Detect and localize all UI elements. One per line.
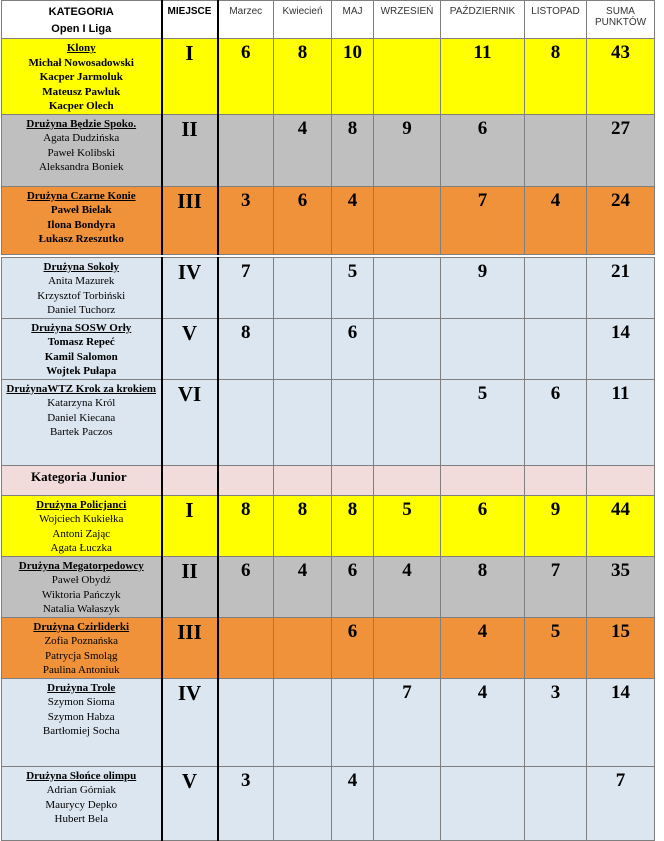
score-cell [374, 257, 441, 318]
team-row [2, 39, 655, 115]
team-name: Drużyna Czarne Konie [26, 189, 136, 202]
results-table [1, 0, 655, 841]
sum-label-line1: SUMA [606, 6, 635, 17]
score-cell: 8 [274, 39, 332, 115]
score-cell [374, 379, 441, 465]
team-member: Agata Dudzińska [43, 132, 120, 144]
score-cell [332, 379, 374, 465]
team-name: Drużyna Policjanci [36, 498, 127, 511]
place-cell: IV [162, 257, 218, 318]
place-cell: III [162, 617, 218, 678]
score-cell: 6 [332, 556, 374, 617]
team-member: Ilona Bondyra [47, 218, 116, 231]
score-cell [374, 318, 441, 379]
score-cell [374, 766, 441, 840]
team-member: Szymon Habza [47, 710, 115, 723]
sum-cell: 15 [587, 617, 655, 678]
empty-cell [441, 465, 525, 495]
score-cell: 5 [374, 495, 441, 556]
place-cell: I [162, 39, 218, 115]
place-cell: VI [162, 379, 218, 465]
score-cell: 9 [441, 257, 525, 318]
place-cell: V [162, 766, 218, 840]
month-header: Marzec [218, 1, 274, 39]
team-row [2, 257, 655, 318]
score-cell: 4 [332, 186, 374, 254]
team-member: Anita Mazurek [48, 275, 115, 287]
team-row [2, 495, 655, 556]
team-member: Paweł Obydź [51, 574, 111, 586]
place-cell: III [162, 186, 218, 254]
score-cell: 7 [441, 186, 525, 254]
team-name: Drużyna Słońce olimpu [26, 769, 137, 782]
team-member: Adrian Górniak [46, 784, 116, 796]
team-member: Daniel Tuchorz [47, 304, 116, 316]
score-cell: 8 [274, 495, 332, 556]
team-member: Kamil Salomon [44, 350, 118, 363]
score-cell: 4 [374, 556, 441, 617]
sum-cell: 43 [587, 39, 655, 115]
score-cell [374, 39, 441, 115]
team-cell [2, 318, 162, 379]
team-member: Wojtek Pułapa [46, 365, 117, 377]
team-member: Antoni Zając [52, 527, 111, 540]
sum-cell: 14 [587, 318, 655, 379]
score-cell: 6 [441, 114, 525, 186]
score-cell: 8 [525, 39, 587, 115]
place-cell: II [162, 556, 218, 617]
team-cell [2, 39, 162, 115]
place-cell: IV [162, 678, 218, 766]
team-cell [2, 766, 162, 840]
score-cell [274, 379, 332, 465]
score-cell: 4 [525, 186, 587, 254]
score-cell [525, 114, 587, 186]
score-cell [218, 617, 274, 678]
team-member: Wojciech Kukiełka [39, 513, 124, 525]
score-cell [374, 617, 441, 678]
empty-cell [525, 465, 587, 495]
sum-cell: 44 [587, 495, 655, 556]
empty-cell [374, 465, 441, 495]
team-name: Drużyna Megatorpedowcy [18, 559, 144, 572]
score-cell: 9 [374, 114, 441, 186]
score-cell [218, 678, 274, 766]
month-header: WRZESIEŃ [374, 1, 441, 39]
junior-category-title: Kategoria Junior [2, 465, 162, 495]
score-cell: 6 [441, 495, 525, 556]
team-member: Katarzyna Król [47, 397, 116, 409]
team-cell [2, 678, 162, 766]
team-member: Tomasz Repeć [47, 336, 115, 348]
sum-cell: 35 [587, 556, 655, 617]
team-member: Zofia Poznańska [44, 635, 119, 647]
place-cell [162, 465, 218, 495]
score-cell [525, 766, 587, 840]
junior-category-row [2, 465, 655, 495]
category-header [2, 1, 162, 39]
score-cell: 6 [525, 379, 587, 465]
empty-cell [218, 465, 274, 495]
team-name: Drużyna SOSW Orły [31, 321, 132, 334]
team-row [2, 678, 655, 766]
place-cell: I [162, 495, 218, 556]
sum-header [587, 1, 655, 39]
score-cell: 8 [218, 495, 274, 556]
team-member: Hubert Bela [54, 813, 108, 825]
month-header: MAJ [332, 1, 374, 39]
team-member: Daniel Kiecana [47, 411, 116, 424]
team-name: Drużyna Sokoły [43, 260, 119, 273]
score-cell: 5 [525, 617, 587, 678]
team-member: Paulina Antoniuk [42, 664, 120, 676]
score-cell: 6 [332, 617, 374, 678]
subcategory-label: Open I Liga [51, 23, 112, 35]
score-cell: 6 [218, 556, 274, 617]
team-row [2, 318, 655, 379]
score-cell [274, 318, 332, 379]
team-member: Bartłomiej Socha [42, 725, 120, 737]
empty-cell [587, 465, 655, 495]
place-header: MIEJSCE [162, 1, 218, 39]
score-cell [274, 617, 332, 678]
team-member: Kacper Olech [48, 100, 114, 112]
team-member: Łukasz Rzeszutko [38, 233, 124, 245]
team-name: Drużyna Trole [47, 681, 116, 694]
score-cell: 6 [218, 39, 274, 115]
score-cell: 7 [525, 556, 587, 617]
team-member: Szymon Sioma [47, 696, 115, 708]
team-cell [2, 495, 162, 556]
score-cell: 4 [274, 556, 332, 617]
team-name: DrużynaWTZ Krok za krokiem [6, 382, 157, 395]
team-row [2, 617, 655, 678]
team-row [2, 114, 655, 186]
score-cell [441, 318, 525, 379]
sum-cell: 24 [587, 186, 655, 254]
score-cell [274, 257, 332, 318]
score-cell [332, 678, 374, 766]
score-cell [441, 766, 525, 840]
sum-cell: 21 [587, 257, 655, 318]
score-cell: 4 [441, 678, 525, 766]
month-header: LISTOPAD [525, 1, 587, 39]
score-cell [274, 766, 332, 840]
month-header: Kwiecień [274, 1, 332, 39]
team-member: Wiktoria Pańczyk [41, 588, 121, 601]
team-row [2, 766, 655, 840]
team-cell [2, 257, 162, 318]
score-cell: 7 [218, 257, 274, 318]
score-cell: 3 [218, 186, 274, 254]
sum-cell: 14 [587, 678, 655, 766]
score-cell [274, 678, 332, 766]
score-cell [525, 318, 587, 379]
sum-cell: 27 [587, 114, 655, 186]
score-cell: 11 [441, 39, 525, 115]
team-member: Mateusz Pawluk [42, 85, 121, 98]
score-cell: 8 [218, 318, 274, 379]
sum-cell: 7 [587, 766, 655, 840]
score-cell: 10 [332, 39, 374, 115]
sum-cell: 11 [587, 379, 655, 465]
team-member: Agata Łuczka [50, 542, 112, 554]
team-row [2, 556, 655, 617]
team-member: Maurycy Depko [45, 798, 118, 811]
score-cell: 3 [525, 678, 587, 766]
team-name: Drużyna Czirliderki [33, 620, 130, 633]
team-member: Bartek Paczos [49, 426, 113, 438]
sum-label-line2: PUNKTÓW [594, 17, 647, 28]
team-member: Paweł Bielak [50, 204, 112, 216]
score-cell: 8 [332, 114, 374, 186]
team-name: Drużyna Będzie Spoko. [26, 117, 137, 130]
team-row [2, 186, 655, 254]
month-header: PAŹDZIERNIK [441, 1, 525, 39]
team-member: Patrycja Smoląg [45, 649, 118, 662]
score-cell [374, 186, 441, 254]
team-cell [2, 379, 162, 465]
score-cell: 4 [274, 114, 332, 186]
empty-cell [274, 465, 332, 495]
place-cell: V [162, 318, 218, 379]
category-label: KATEGORIA [48, 6, 114, 18]
score-cell: 8 [332, 495, 374, 556]
score-cell: 3 [218, 766, 274, 840]
score-cell: 5 [332, 257, 374, 318]
team-row [2, 379, 655, 465]
team-cell [2, 186, 162, 254]
score-cell: 7 [374, 678, 441, 766]
score-cell: 6 [274, 186, 332, 254]
empty-cell [332, 465, 374, 495]
score-cell: 9 [525, 495, 587, 556]
score-cell: 4 [332, 766, 374, 840]
team-name: Klony [66, 42, 96, 54]
score-cell [525, 257, 587, 318]
score-cell [218, 379, 274, 465]
team-cell [2, 114, 162, 186]
team-member: Krzysztof Torbiński [37, 289, 126, 302]
team-member: Kacper Jarmoluk [39, 71, 123, 83]
team-member: Paweł Kolibski [47, 146, 116, 159]
team-member: Natalia Wałaszyk [42, 603, 120, 615]
team-cell [2, 617, 162, 678]
score-cell: 5 [441, 379, 525, 465]
score-cell [218, 114, 274, 186]
team-cell [2, 556, 162, 617]
team-member: Aleksandra Boniek [38, 161, 124, 173]
header-row [2, 1, 655, 39]
place-cell: II [162, 114, 218, 186]
team-member: Michał Nowosadowski [28, 56, 134, 69]
score-cell: 6 [332, 318, 374, 379]
score-cell: 4 [441, 617, 525, 678]
score-cell: 8 [441, 556, 525, 617]
